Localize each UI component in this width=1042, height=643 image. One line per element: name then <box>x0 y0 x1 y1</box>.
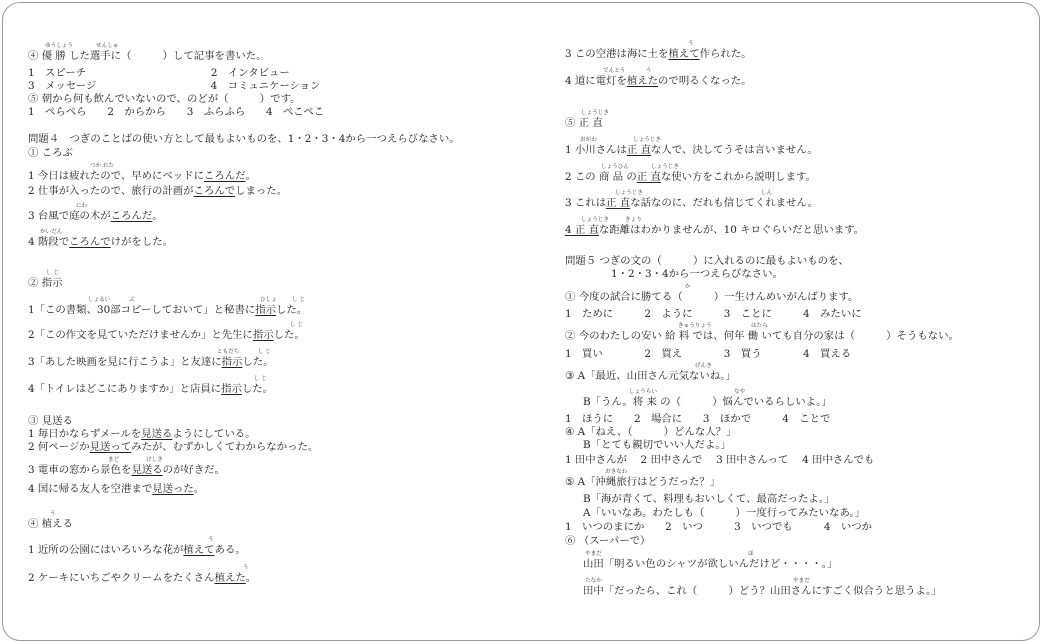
ruby: おがわ <box>580 137 597 143</box>
dialogue-line: ⑤ A「沖縄旅行はどうだった？」 <box>565 476 721 488</box>
section-title: 1・2・3・4から一つえらびなさい。 <box>611 268 783 280</box>
option-line: 2 何ページか見送ってみたが、むずかしくてわからなかった。 <box>28 441 319 453</box>
option-line: 1 今日は疲れたので、早めにベッドにころんだ。 <box>28 170 256 182</box>
ruby: まど <box>108 457 120 463</box>
ruby: しょうじき <box>615 190 643 196</box>
ruby: げんき <box>695 363 712 369</box>
option-line: 2 この 商 品 の正 直な使い方をこれから説明します。 <box>565 171 816 183</box>
ruby: ひしょ <box>260 297 277 303</box>
ruby: にわ <box>76 203 88 209</box>
choice-row: 1 田中さんが 2 田中さんで 3 田中さんって 4 田中さんでも <box>565 454 875 466</box>
dialogue-line: ③ A「最近、山田さん元気ないね。」 <box>565 370 736 382</box>
ruby: しょうじき <box>581 110 609 116</box>
word-heading: ④ 植える <box>28 518 73 530</box>
ruby: しょうひん <box>601 164 629 170</box>
ruby: し じ <box>258 349 271 355</box>
ruby: きゅうりょう <box>678 323 712 329</box>
dialogue-line: B「うん。将 来 の（ ）悩んでいるらしいよ。」 <box>583 396 832 408</box>
ruby: けしき <box>146 457 163 463</box>
ruby: しょるい <box>88 297 111 303</box>
option-line: 3 これは正 直な話なのに、だれも信じてくれません。 <box>565 197 818 209</box>
option-line: 3 この空港は海に土を植えて作られた。 <box>565 48 752 60</box>
option-line: 4 正 直な距離はわかりませんが、10 キロぐらいだと思います。 <box>565 224 865 236</box>
option-line: 4「トイレはどこにありますか」と店員に指示した。 <box>28 383 274 395</box>
option-line: 1 小川さんは正 直な人で、決してうそは言いません。 <box>565 144 818 156</box>
ruby: ともだち <box>217 349 240 355</box>
ruby: ぶ <box>129 297 135 303</box>
dialogue-line: ④ A「ねえ、（ ）どんな人？」 <box>565 426 737 438</box>
ruby: かいだん <box>40 229 63 235</box>
ruby: しん <box>761 190 773 196</box>
choice-row: 1 スピーチ 2 インタビュー <box>28 67 290 79</box>
option-line: 1 近所の公園にはいろいろな花が植えてある。 <box>28 544 246 556</box>
question-stem: ⑤ 朝から何も飲んでいないので、のどが（ ）です。 <box>28 93 301 105</box>
ruby: ゆうしょう <box>45 43 73 49</box>
dialogue-line: 山田「明るい色のシャツが欲しいんだけど・・・・。」 <box>583 558 838 570</box>
option-line: 3「あした映画を見に行こうよ」と友達に指示した。 <box>28 356 274 368</box>
ruby: し じ <box>292 297 305 303</box>
choice-row: 1 買い 2 買え 3 買う 4 買える <box>565 348 852 360</box>
ruby: きょり <box>625 217 642 223</box>
ruby: しょうじき <box>651 164 679 170</box>
dialogue-line: 田中「だったら、これ（ ）どう？山田さんにすごく似合うと思うよ。」 <box>583 585 942 597</box>
dialogue-line: B「海が青くて、料理もおいしくて、最高だったよ。」 <box>583 493 835 505</box>
dialogue-line: B「とても親切でいい人だよ。」 <box>583 439 731 451</box>
option-line: 2「この作文を見ていただけませんか」と先生に指示した。 <box>28 329 305 341</box>
ruby: う <box>208 537 214 543</box>
ruby: やまだ <box>793 578 810 584</box>
option-line: 3 台風で庭の木がころんだ。 <box>28 210 163 222</box>
question-stem: ② 今のわたしの安い 給 料 では、何年 働 いても自分の家は（ ）そうもない。 <box>565 330 959 342</box>
ruby: やまだ <box>585 551 602 557</box>
ruby: しょうじき <box>581 217 609 223</box>
choice-row: 1 いつのまにか 2 いつ 3 いつでも 4 いつか <box>565 521 872 533</box>
ruby: なや <box>734 389 746 395</box>
word-heading: ⑥ （スーパーで） <box>565 535 651 547</box>
ruby: つか れた <box>90 163 115 169</box>
ruby: しょうらい <box>629 389 657 395</box>
option-line: 2 ケーキにいちごやクリームをたくさん植えた。 <box>28 572 257 584</box>
dialogue-line: A「いいなあ。わたしも（ ）一度行ってみたいなあ。」 <box>583 507 866 519</box>
word-heading: ⑤ 正 直 <box>565 117 603 129</box>
choice-row: 1 ほうに 2 場合に 3 ほかで 4 ことで <box>565 413 831 425</box>
ruby: し じ <box>254 376 267 382</box>
ruby: う <box>688 41 694 47</box>
choice-row: 3 メッセージ 4 コミュニケーション <box>28 80 321 92</box>
ruby: はたら <box>751 323 768 329</box>
option-line: 2 仕事が入ったので、旅行の計画がころんでしまった。 <box>28 185 288 197</box>
word-heading: ② 指示 <box>28 277 63 289</box>
ruby: し じ <box>290 322 303 328</box>
ruby: う <box>50 511 56 517</box>
word-heading: ① ころぶ <box>28 147 73 159</box>
option-line: 3 電車の窓から景色を見送るのが好きだ。 <box>28 464 225 476</box>
ruby: でんとう <box>603 68 626 74</box>
choice-row: 1 ために 2 ように 3 ことに 4 みたいに <box>565 308 862 320</box>
ruby: しょうじき <box>633 137 661 143</box>
option-line: 1「この書類、30部コピーしておいて」と秘書に指示した。 <box>28 304 308 316</box>
choice-row: 1 ぺらぺら 2 からから 3 ふらふら 4 ぺこぺこ <box>28 106 325 118</box>
option-line: 4 国に帰る友人を空港まで見送った。 <box>28 483 205 495</box>
ruby: たなか <box>585 578 602 584</box>
ruby: ほ <box>748 551 754 557</box>
section-title: 問題５ つぎの文の（ ）に入れるのに最もよいものを、 <box>565 255 849 267</box>
question-stem: ① 今度の試合に勝てる（ ）一生けんめいがんばります。 <box>565 291 859 303</box>
section-title: 問題４ つぎのことばの使い方として最もよいものを、1・2・3・4から一つえらびなさい。 <box>28 133 460 145</box>
ruby: う <box>646 68 652 74</box>
ruby: う <box>243 565 249 571</box>
option-line: 4 道に電灯を植えたので明るくなった。 <box>565 75 752 87</box>
option-line: 4 階段でころんでけがをした。 <box>28 236 173 248</box>
question-stem: ④ 優 勝 した選手に（ ）して記事を書いた。 <box>28 50 267 62</box>
word-heading: ③ 見送る <box>28 415 73 427</box>
ruby: せんしゅ <box>96 43 119 49</box>
ruby: か <box>685 284 691 290</box>
ruby: おきなわ <box>605 469 628 475</box>
option-line: 1 毎日かならずメールを見送るようにしている。 <box>28 428 256 440</box>
ruby: し じ <box>46 270 59 276</box>
